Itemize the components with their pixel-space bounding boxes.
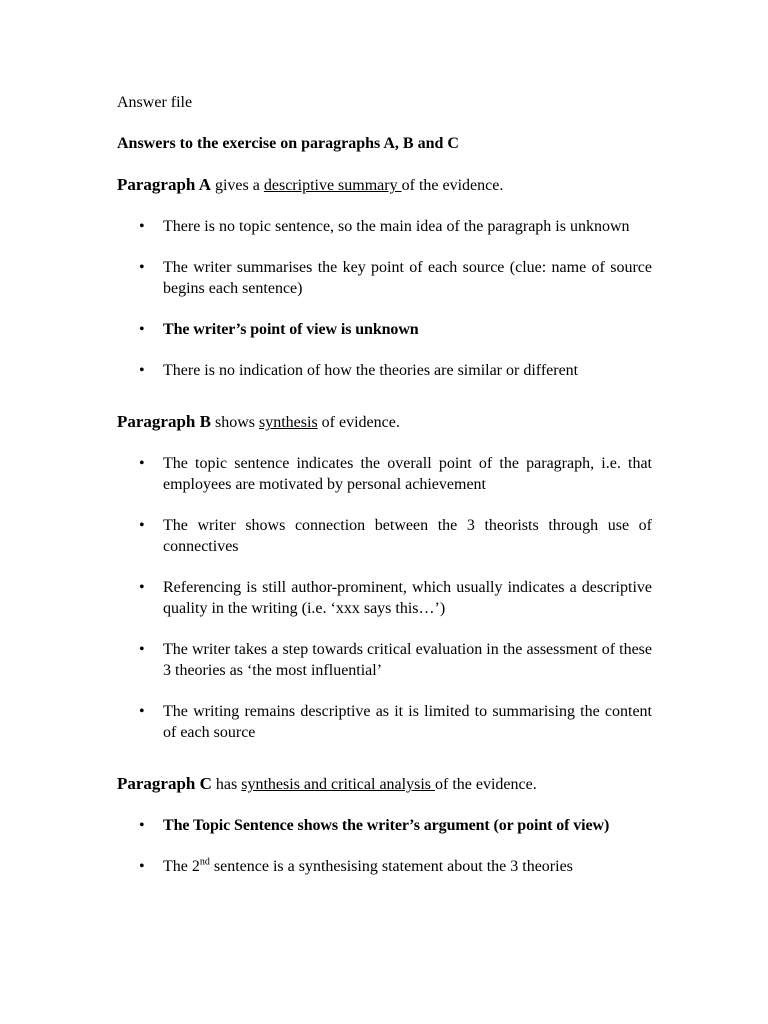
- list-item-text-pre: The 2: [163, 858, 200, 875]
- bullet-glyph: •: [139, 858, 145, 875]
- list-item: [117, 216, 652, 237]
- bullet-glyph: •: [139, 641, 145, 658]
- list-item-text: There is no indication of how the theories are similar or different: [163, 362, 579, 379]
- doc-title: Answer file: [117, 94, 193, 111]
- paragraph-b-pre: shows: [210, 414, 259, 431]
- bullet-glyph: •: [139, 517, 145, 534]
- paragraph-a-post: of the evidence.: [401, 177, 504, 194]
- paragraph-c-emph: synthesis and critical analysis: [241, 776, 435, 793]
- paragraph-b-label: Paragraph B: [117, 412, 211, 431]
- list-item: [117, 856, 652, 877]
- paragraph-a-emph: descriptive summary: [263, 177, 402, 194]
- paragraph-c-label: Paragraph C: [117, 774, 212, 793]
- list-item-text: There is no topic sentence, so the main idea of the paragraph is unknown: [163, 218, 630, 235]
- bullet-glyph: •: [139, 817, 145, 834]
- list-item: [117, 639, 652, 681]
- list-item: [117, 815, 652, 836]
- list-item: [117, 360, 652, 381]
- bullet-glyph: •: [139, 362, 145, 379]
- list-item: [117, 515, 652, 557]
- bullet-glyph: •: [139, 703, 145, 720]
- paragraph-b-emph: synthesis: [259, 414, 318, 431]
- paragraph-a-pre: gives a: [210, 177, 264, 194]
- paragraph-b-summary: [117, 411, 652, 433]
- list-item-text: The writing remains descriptive as it is limited to summarising the content of each source: [163, 703, 652, 741]
- list-item: [117, 453, 652, 495]
- bullet-glyph: •: [139, 321, 145, 338]
- list-item: [117, 257, 652, 299]
- paragraph-b-post: of evidence.: [317, 414, 400, 431]
- paragraph-c-list: [117, 815, 652, 877]
- paragraph-a-list: [117, 216, 652, 381]
- doc-heading: Answers to the exercise on paragraphs A, B and C: [117, 135, 459, 152]
- list-item: [117, 577, 652, 619]
- bullet-glyph: •: [139, 259, 145, 276]
- paragraph-c-post: of the evidence.: [434, 776, 537, 793]
- list-item-text: The topic sentence indicates the overall point of the paragraph, i.e. that employees are motivated by personal achievement: [163, 455, 652, 493]
- paragraph-a-label: Paragraph A: [117, 175, 211, 194]
- bullet-glyph: •: [139, 455, 145, 472]
- bullet-glyph: •: [139, 579, 145, 596]
- document-page: [117, 92, 652, 907]
- list-item-text: The writer’s point of view is unknown: [163, 321, 419, 338]
- ordinal-suffix: nd: [199, 856, 210, 868]
- list-item-text: The writer summarises the key point of each source (clue: name of source begins each sentence): [163, 259, 652, 297]
- list-item: [117, 319, 652, 340]
- paragraph-c-pre: has: [211, 776, 242, 793]
- paragraph-b-list: [117, 453, 652, 743]
- list-item: [117, 701, 652, 743]
- list-item-text: The Topic Sentence shows the writer’s argument (or point of view): [163, 817, 610, 834]
- list-item-text: The writer takes a step towards critical evaluation in the assessment of these 3 theories as ‘the most influential’: [163, 641, 652, 679]
- bullet-glyph: •: [139, 218, 145, 235]
- list-item-text-post: sentence is a synthesising statement about the 3 theories: [209, 858, 573, 875]
- list-item-text: Referencing is still author-prominent, which usually indicates a descriptive quality in the writing (i.e. ‘xxx says this…’): [163, 579, 652, 617]
- list-item-text: The writer shows connection between the 3 theorists through use of connectives: [163, 517, 652, 555]
- paragraph-c-summary: [117, 773, 652, 795]
- paragraph-a-summary: [117, 174, 652, 196]
